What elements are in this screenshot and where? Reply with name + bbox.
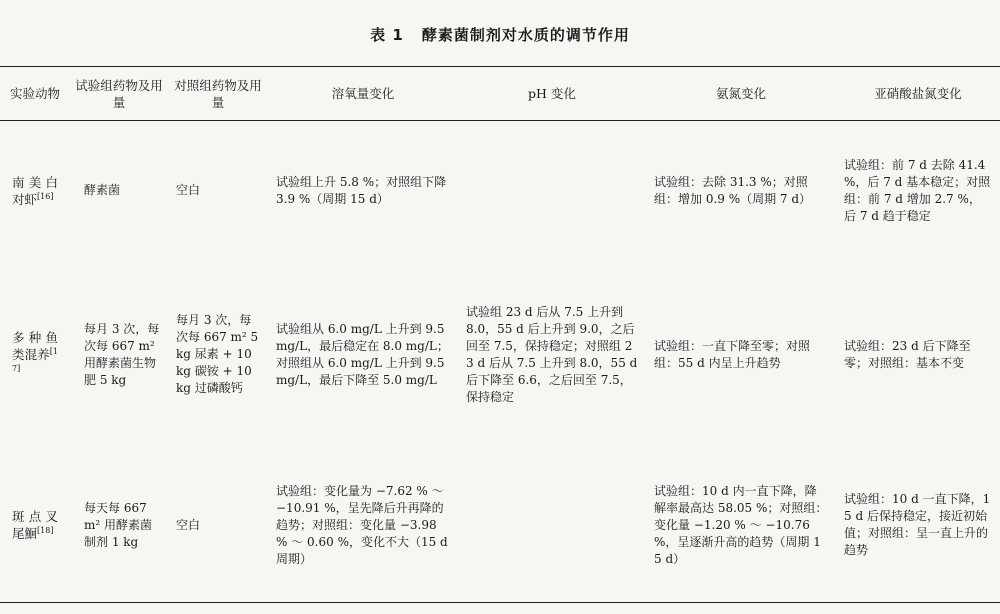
header-nitrite: 亚硝酸盐氮变化 [836,67,1000,121]
cell-nitrite: 试验组：10 d 一直下降，15 d 后保持稳定，接近初始值；对照组：呈一直上升的趋势 [836,449,1000,603]
header-ammonia: 氨氮变化 [646,67,836,121]
cell-dissolved-oxygen: 试验组上升 5.8 %；对照组下降 3.9 %（周期 15 d） [276,174,447,206]
cell-ph [458,121,646,261]
cell-ammonia: 试验组：一直下降至零；对照组：55 d 内呈上升趋势 [654,338,811,370]
cell-dissolved-oxygen: 试验组：变化量为 −7.62 % ～ −10.91 %，呈先降后升再降的趋势；对照组：变化量 −3.98 % ～ 0.60 %，变化不大（15 d 周期） [268,449,458,603]
table-row [0,121,1000,261]
table-caption: 酵素菌制剂对水质的调节作用 [421,26,630,44]
header-row [0,67,1000,121]
cell-nitrite: 试验组：前 7 d 去除 41.4 %，后 7 d 基本稳定；对照组：前 7 d 增加 2.7 %，后 7 d 趋于稳定 [844,157,991,223]
table-row [0,261,1000,449]
cell-animal: 南美白对虾[16] [12,174,58,207]
cell-animal: 多种鱼类混养[17] [12,330,58,373]
table-row [0,449,1000,603]
cell-dissolved-oxygen: 试验组从 6.0 mg/L 上升到 9.5 mg/L，最后稳定在 8.0 mg/L；对照组从 6.0 mg/L 上升到 9.5 mg/L，最后下降至 5.0 mg/L [276,321,449,387]
header-dissolved-oxygen: 溶氧量变化 [268,67,458,121]
cell-ph [458,449,646,603]
header-animal: 实验动物 [0,67,70,121]
header-ph: pH 变化 [458,67,646,121]
cell-control-drug: 每月 3 次，每次每 667 m² 5 kg 尿素 + 10 kg 碳铵 + 10 kg 过磷酸钙 [176,313,259,395]
table-title [0,24,1000,45]
cell-ammonia: 试验组：去除 31.3 %；对照组：增加 0.9 %（周期 7 d） [654,174,812,206]
cell-ammonia: 试验组：10 d 内一直下降，降解率最高达 58.05 %；对照组：变化量 −1.20 % ～ −10.76 %，呈逐渐升高的趋势（周期 15 d） [646,449,836,603]
reference-mark: [16] [37,191,54,201]
cell-control-drug: 空白 [168,449,268,603]
table-number: 表 1 [370,26,404,44]
cell-test-drug: 每天每 667 m² 用酵素菌制剂 1 kg [70,449,168,603]
reference-mark: [18] [37,526,54,536]
header-control-drug: 对照组药物及用量 [168,67,268,121]
cell-test-drug: 每月 3 次，每次每 667 m² 用酵素菌生物肥 5 kg [84,321,160,387]
cell-control-drug: 空白 [176,183,201,198]
water-quality-table [0,66,1000,603]
header-test-drug: 试验组药物及用量 [70,67,168,121]
reference-mark: [17] [12,346,58,373]
cell-animal: 斑点叉尾鮰[18] [0,449,70,603]
cell-test-drug: 酵素菌 [84,183,121,198]
cell-ph: 试验组 23 d 后从 7.5 上升到 8.0，55 d 后上升到 9.0，之后回至 7.5，保持稳定；对照组 23 d 后从 7.5 上升到 8.0，55 d 后下降至 6.6，之后回至 7.5，保持稳定 [466,304,638,404]
cell-nitrite: 试验组：23 d 后下降至零；对照组：基本不变 [844,338,971,370]
